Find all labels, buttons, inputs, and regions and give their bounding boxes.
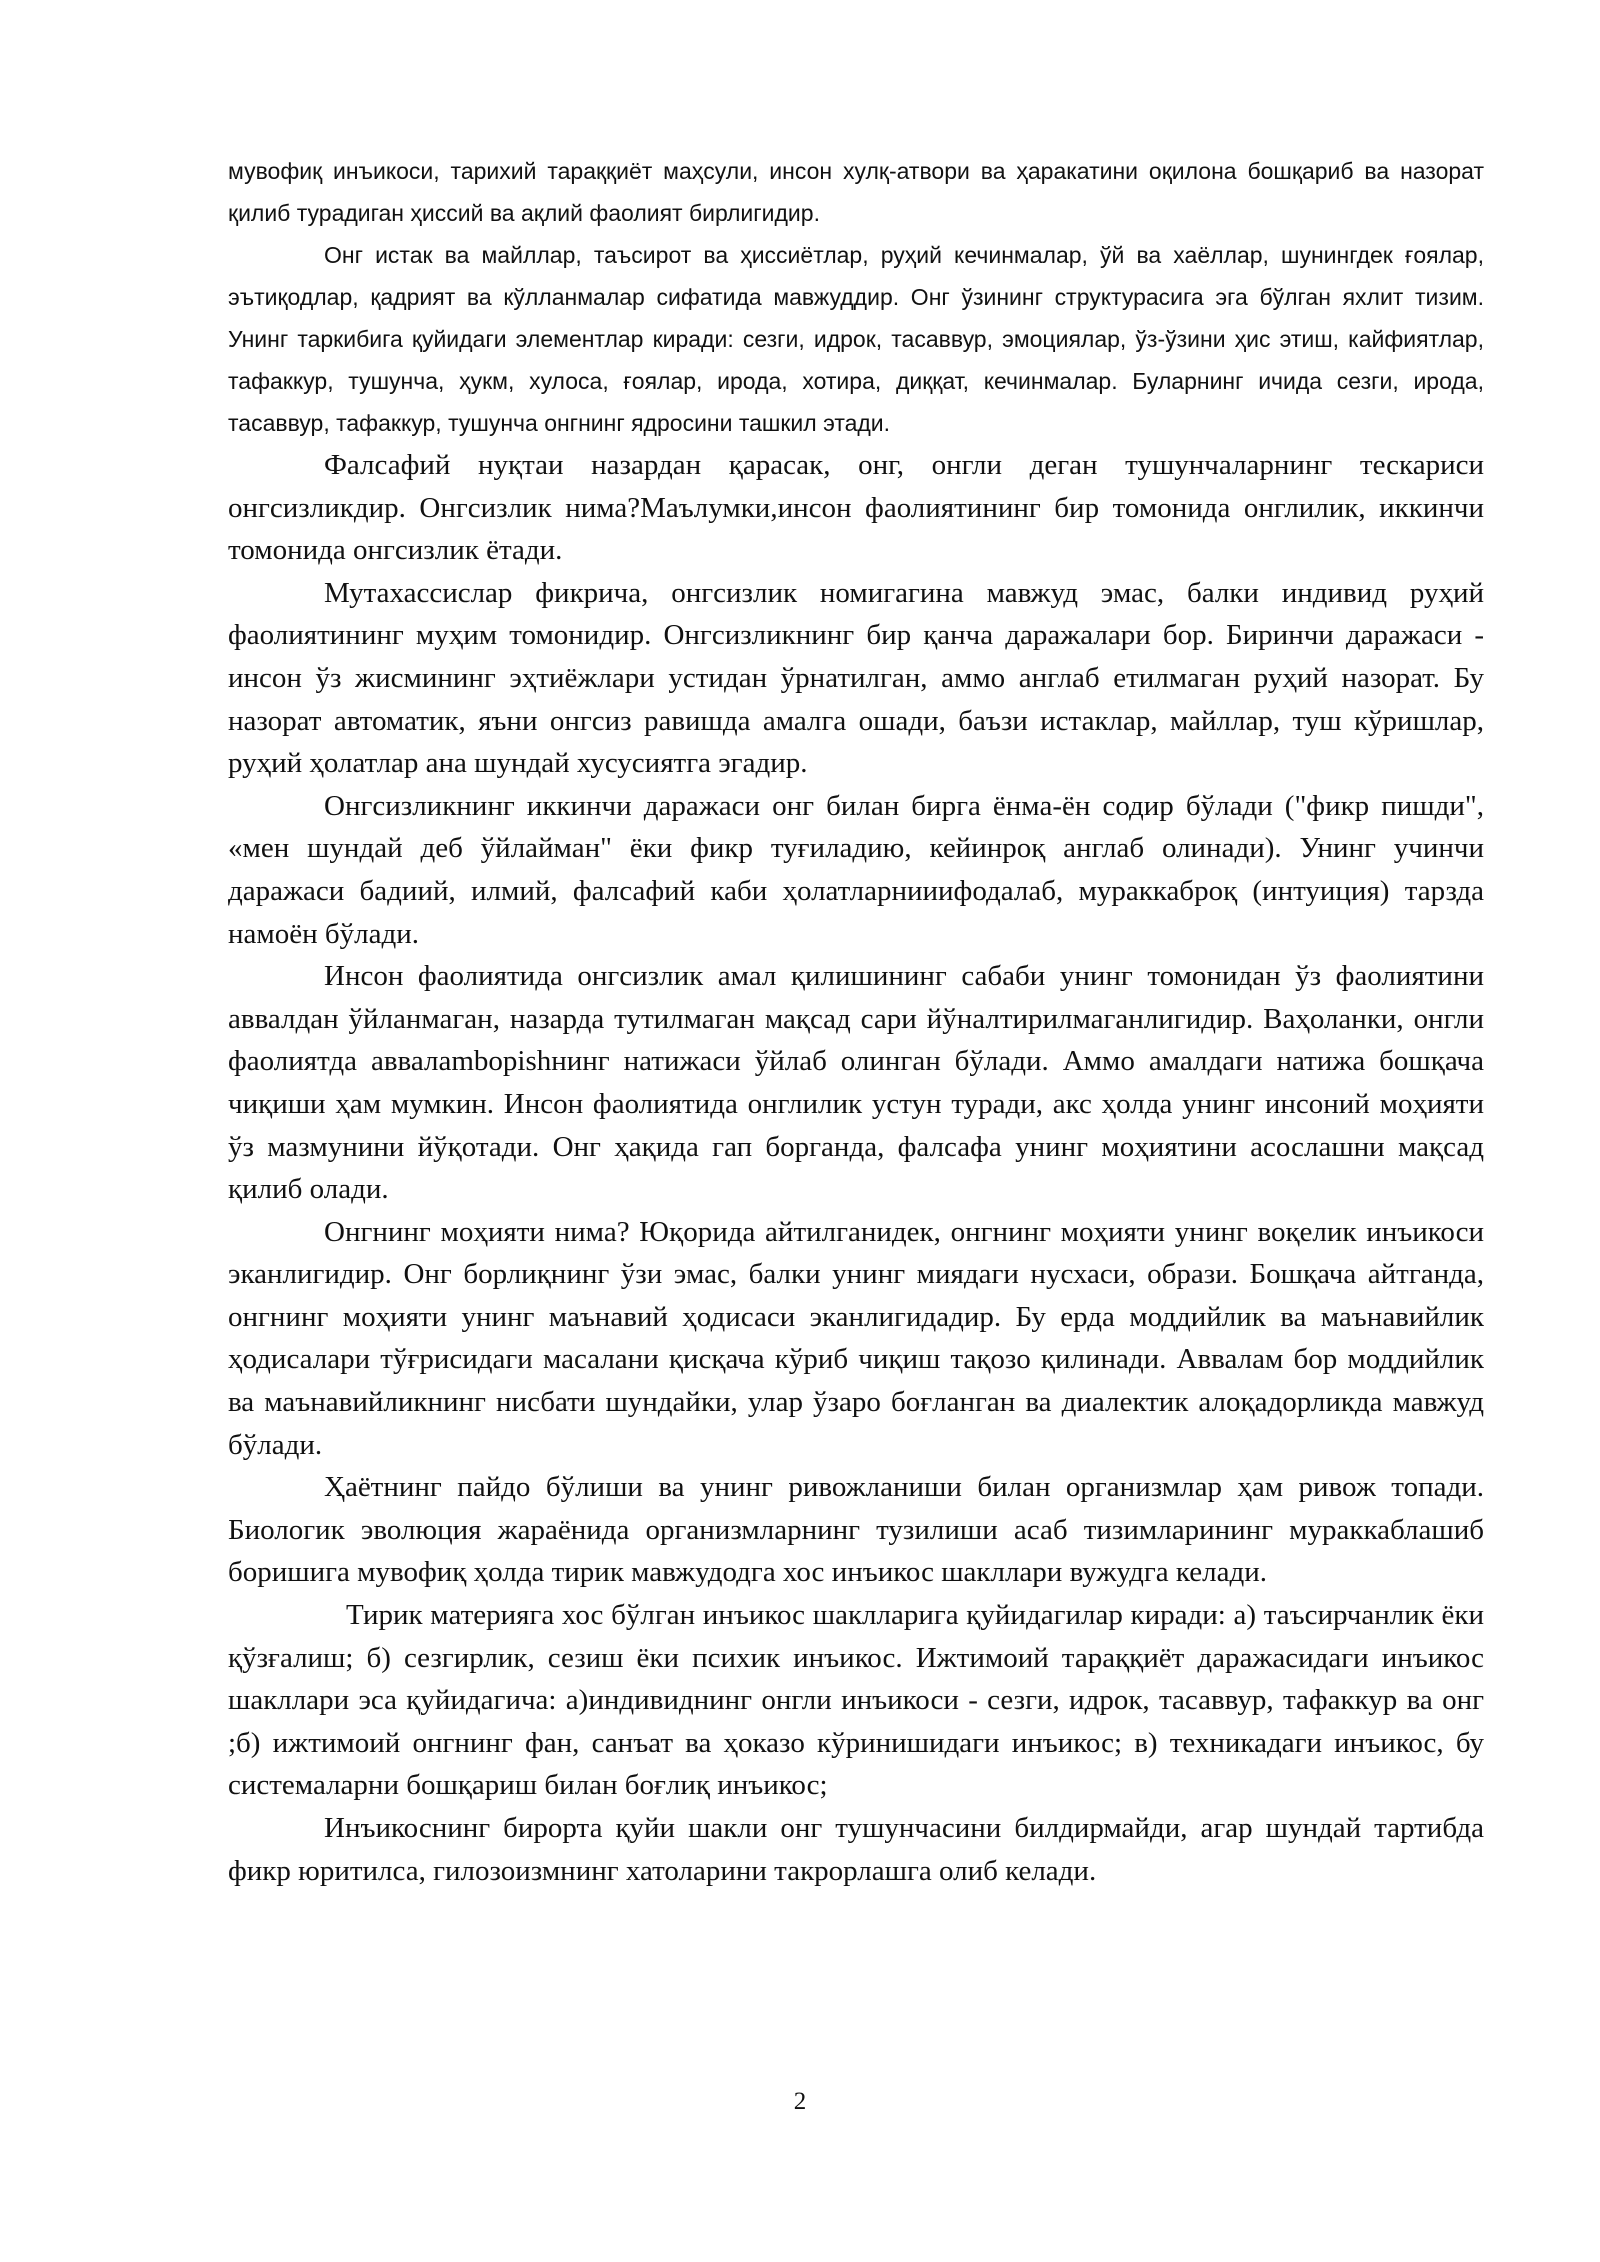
paragraph-second-level: Онгсизликнинг иккинчи даражаси онг билан бирга ёнма-ён содир бўлади ("фикр пишди", «мен шундай деб ўйлайман" ёки фикр туғиладию, кейинроқ англаб олинади). Унинг учинчи даражаси бадиий, илмий, фалсафий каби ҳолатларнииифодалаб, мураккаброқ (интуиция) тарзда намоён бўлади. <box>228 789 1484 950</box>
paragraph-philosophical-view: Фалсафий нуқтаи назардан қарасак, онг, онгли деган тушунчаларнинг тескариси онгсизликдир. Онгсизлик нима?Маълумки,инсон фаолиятининг бир томонида онглилик, иккинчи томонида онгсизлик ётади. <box>228 449 1484 567</box>
document-page <box>228 150 1484 1892</box>
paragraph-life-emergence: Ҳаётнинг пайдо бўлиши ва унинг ривожланиши билан организмлар ҳам ривож топади. Биологик эволюция жараёнида организмларнинг тузилиши асаб тизимларининг мураккаблашиб боришига мувофиқ ҳолда тирик мавжудодга хос инъикос шакллари вужудга келади. <box>228 1471 1484 1589</box>
paragraph-consciousness-structure: Онг истак ва майллар, таъсирот ва ҳиссиётлар, руҳий кечинмалар, ўй ва хаёллар, шунингдек ғоялар, эътиқодлар, қадрият ва кўлланмалар сифатида мавжуддир. Онг ўзининг структурасига эга бўлган яхлит тизим. Унинг таркибига қуйидаги элементлар киради: сезги, идрок, тасаввур, эмоциялар, ўз-ўзини ҳис этиш, кайфиятлар, тафаккур, тушунча, ҳукм, хулоса, ғоялар, ирода, хотира, диққат, кечинмалар. Буларнинг ичида сезги, ирода, тасаввур, тафаккур, тушунча онгнинг ядросини ташкил этади. <box>228 242 1484 436</box>
paragraph-continuation: мувофиқ инъикоси, тарихий тараққиёт маҳсули, инсон хулқ-атвори ва ҳаракатини оқилона бошқариб ва назорат қилиб турадиган ҳиссий ва ақлий фаолият бирлигидир. <box>228 158 1484 226</box>
paragraph-specialists-opinion: Мутахассислар фикрича, онгсизлик номигагина мавжуд эмас, балки индивид руҳий фаолиятининг муҳим томонидир. Онгсизликнинг бир қанча даражалари бор. Биринчи даражаси - инсон ўз жисмининг эҳтиёжлари устидан ўрнатилган, аммо англаб етилмаган руҳий назорат. Бу назорат автоматик, яъни онгсиз равишда амалга ошади, баъзи истаклар, майллар, туш кўришлар, руҳий ҳолатлар ана шундай хусусиятга эгадир. <box>228 576 1484 780</box>
paragraph-lower-forms: Инъикоснинг бирорта қуйи шакли онг тушунчасини билдирмайди, агар шундай тартибда фикр юритилса, гилозоизмнинг хатоларини такрорлашга олиб келади. <box>228 1812 1484 1887</box>
page-number: 2 <box>793 2088 807 2115</box>
paragraph-reflection-forms: Тирик материяга хос бўлган инъикос шаклларига қуйидагилар киради: а) таъсирчанлик ёки қўзғалиш; б) сезгирлик, сезиш ёки психик инъикос. Ижтимоий тараққиёт даражасидаги инъикос шакллари эса қуйидагича: а)индивиднинг онгли инъикоси - сезги, идрок, тасаввур, тафаккур ва онг ;б) ижтимоий онгнинг фан, санъат ва ҳоказо кўринишидаги инъикос; в) техникадаги инъикос, бу системаларни бошқариш билан боғлиқ инъикос; <box>228 1599 1484 1802</box>
paragraph-human-activity: Инсон фаолиятида онгсизлик амал қилишининг сабаби унинг томонидан ўз фаолиятини аввалдан ўйланмаган, назарда тутилмаган мақсад сари йўналтирилмаганлигидир. Ваҳоланки, онгли фаолиятда аввалamboрishнинг натижаси ўйлаб олинган бўлади. Аммо амалдаги натижа бошқача чиқиши ҳам мумкин. Инсон фаолиятида онглилик устун туради, акс ҳолда унинг инсоний моҳияти ўз мазмунини йўқотади. Онг ҳақида гап борганда, фалсафа унинг моҳиятини асослашни мақсад қилиб олади. <box>228 960 1484 1206</box>
paragraph-essence-of-consciousness: Онгнинг моҳияти нима? Юқорида айтилганидек, онгнинг моҳияти унинг воқелик инъикоси эканлигидир. Онг борлиқнинг ўзи эмас, балки унинг миядаги нусхаси, образи. Бошқача айтганда, онгнинг моҳияти унинг маънавий ҳодисаси эканлигидадир. Бу ерда моддийлик ва маънавийлик ҳодисалари тўғрисидаги масалани қисқача кўриб чиқиш тақозо қилинади. Аввалам бор моддийлик ва маънавийликнинг нисбати шундайки, улар ўзаро боғланган ва диалектик алоқадорликда мавжуд бўлади. <box>228 1215 1484 1461</box>
